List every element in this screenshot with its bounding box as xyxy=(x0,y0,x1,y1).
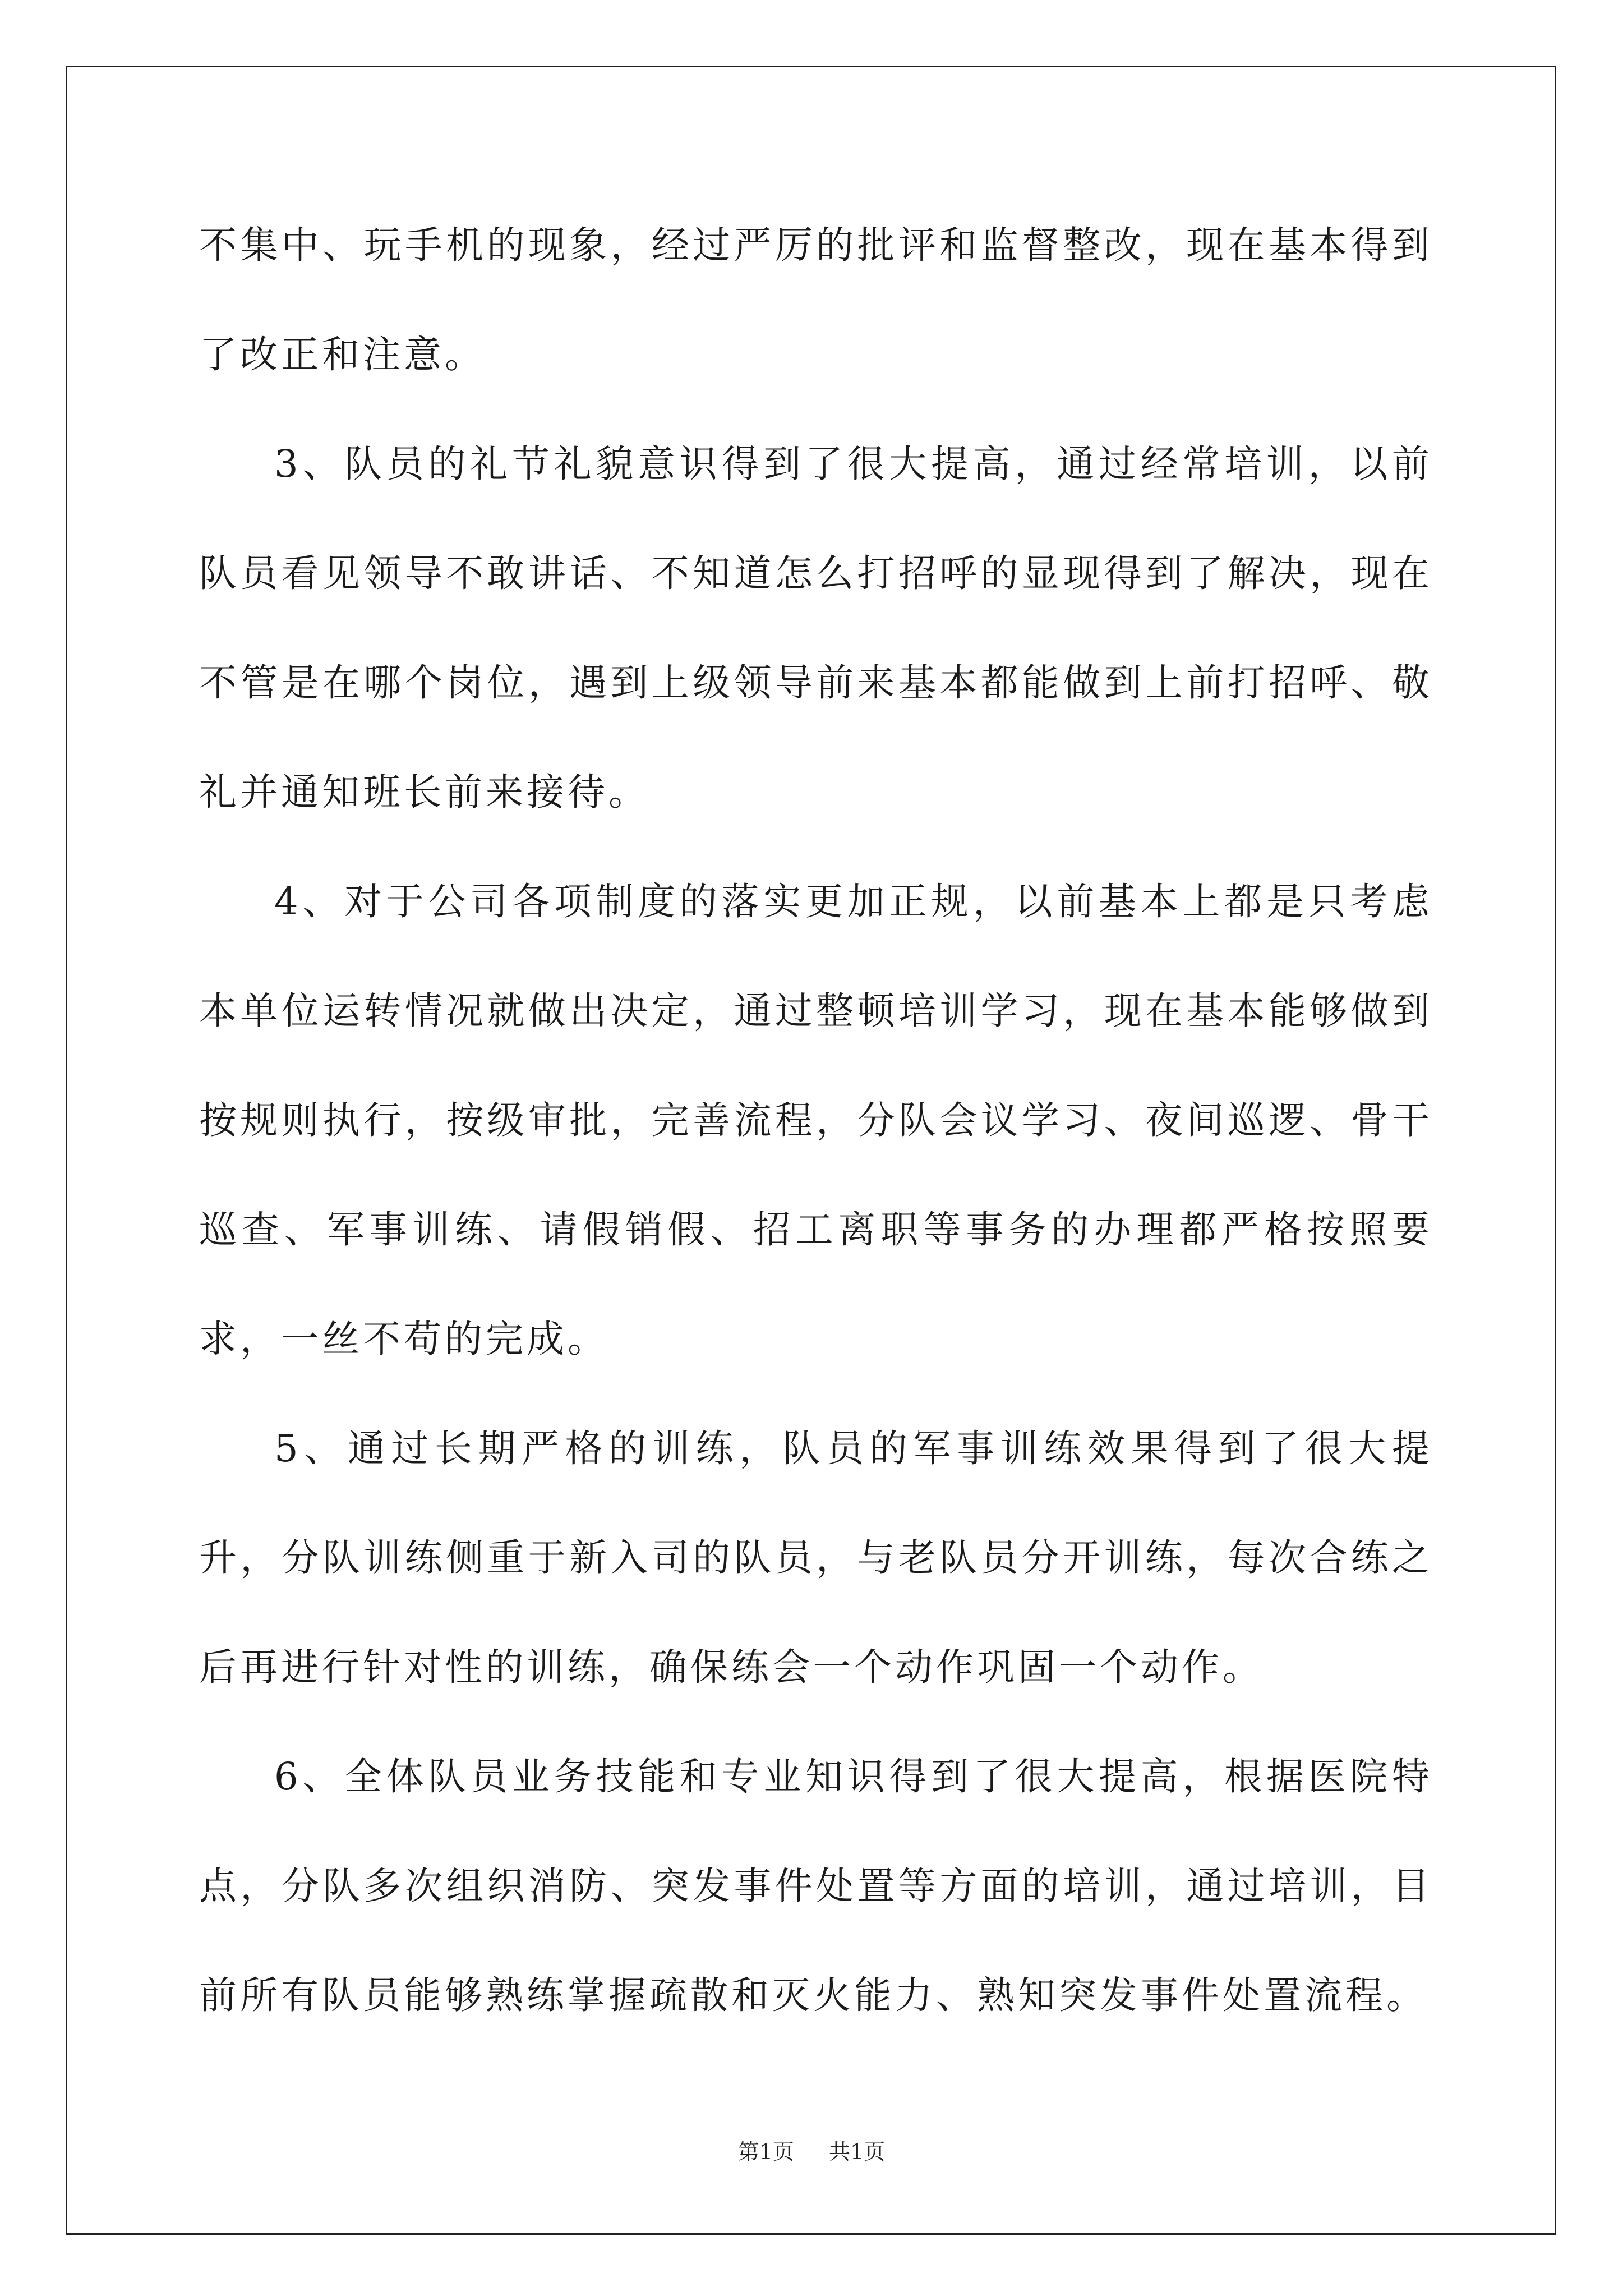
page-number: 第1页 xyxy=(737,2139,794,2164)
paragraph-item-4: 4、对于公司各项制度的落实更加正规，以前基本上都是只考虑本单位运转情况就做出决定，通过整顿培训学习，现在基本能够做到按规则执行，按级审批，完善流程，分队会议学习、夜间巡逻、骨干巡查、军事训练、请假销假、招工离职等事务的办理都严格按照要求，一丝不苟的完成。 xyxy=(199,880,1433,1361)
page-total: 共1页 xyxy=(829,2139,886,2164)
paragraph-item-3: 3、队员的礼节礼貌意识得到了很大提高，通过经常培训，以前队员看见领导不敢讲话、不知道怎么打招呼的显现得到了解决，现在不管是在哪个岗位，遇到上级领导前来基本都能做到上前打招呼、敬礼并通知班长前来接待。 xyxy=(199,442,1433,814)
paragraph-continuation: 不集中、玩手机的现象，经过严厉的批评和监督整改，现在基本得到了改正和注意。 xyxy=(199,223,1433,376)
page-footer xyxy=(0,2134,1623,2165)
paragraph-item-5: 5、通过长期严格的训练，队员的军事训练效果得到了很大提升，分队训练侧重于新入司的队员，与老队员分开训练，每次合练之后再进行针对性的训练，确保练会一个动作巩固一个动作。 xyxy=(199,1427,1433,1689)
document-body xyxy=(199,191,1433,2050)
paragraph-item-6: 6、全体队员业务技能和专业知识得到了很大提高，根据医院特点，分队多次组织消防、突发事件处置等方面的培训，通过培训，目前所有队员能够熟练掌握疏散和灭火能力、熟知突发事件处置流程。 xyxy=(199,1755,1433,2017)
